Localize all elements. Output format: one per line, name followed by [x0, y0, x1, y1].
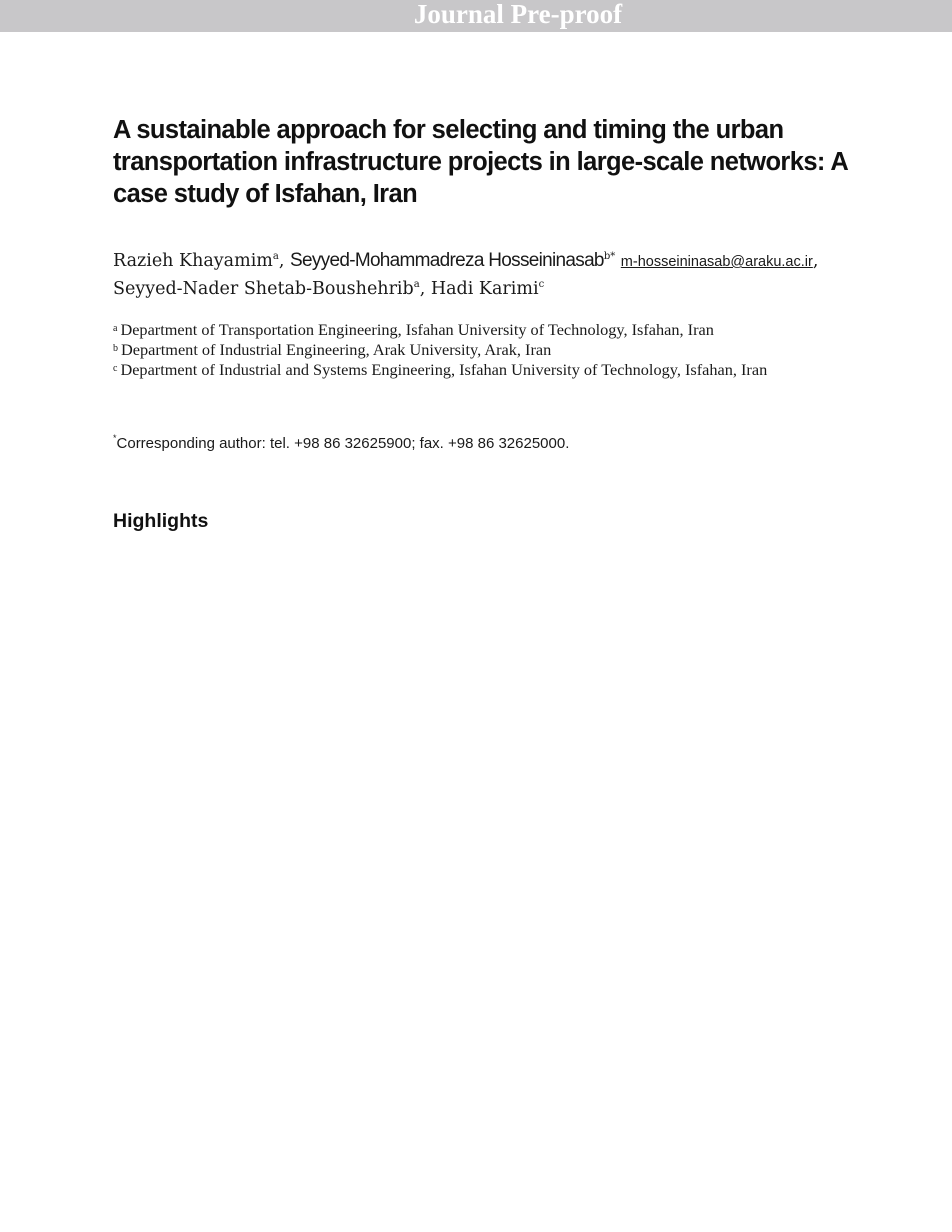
- affiliation-text: Department of Industrial and Systems Engineering, Isfahan University of Technology, Isfahan, Iran: [120, 360, 768, 379]
- corresponding-text: Corresponding author: tel. +98 86 32625900; fax. +98 86 32625000.: [116, 435, 570, 452]
- affiliation-a: [113, 320, 873, 340]
- affiliation-text: Department of Industrial Engineering, Arak University, Arak, Iran: [121, 340, 552, 359]
- affiliation-text: Department of Transportation Engineering, Isfahan University of Technology, Isfahan, Iran: [120, 320, 714, 339]
- paper-title: A sustainable approach for selecting and timing the urban transportation infrastructure projects in large-scale networks: A case study of Isfahan, Iran: [113, 116, 848, 208]
- author-separator: ,: [278, 251, 291, 271]
- author-affiliation-mark: b*: [603, 251, 616, 262]
- corresponding-mark: *: [113, 433, 117, 443]
- author-affiliation-mark: a: [413, 279, 420, 290]
- highlights-heading: Highlights: [113, 510, 209, 532]
- corresponding-author-note: [113, 433, 569, 455]
- affiliation-mark: b: [113, 343, 118, 354]
- affiliation-b: [113, 340, 873, 360]
- author-separator: ,: [419, 279, 431, 299]
- author-name: Razieh Khayamim: [113, 251, 273, 271]
- corresponding-author-name: Seyyed-Mohammadreza Hosseininasab: [290, 250, 604, 271]
- affiliation-mark: a: [113, 323, 118, 334]
- author-name: Hadi Karimi: [430, 279, 539, 299]
- author-name: Seyyed-Nader Shetab-Boushehrib: [113, 279, 414, 299]
- affiliation-c: [113, 360, 873, 380]
- affiliation-mark: c: [113, 363, 118, 374]
- author-separator: ,: [812, 251, 819, 271]
- author-email-link[interactable]: m-hosseininasab@araku.ac.ir: [620, 254, 813, 270]
- author-list: [113, 247, 853, 303]
- author-affiliation-mark: c: [538, 279, 545, 290]
- journal-preproof-banner: [0, 0, 952, 32]
- author-affiliation-mark: a: [272, 251, 279, 262]
- banner-text: Journal Pre-proof: [413, 0, 623, 29]
